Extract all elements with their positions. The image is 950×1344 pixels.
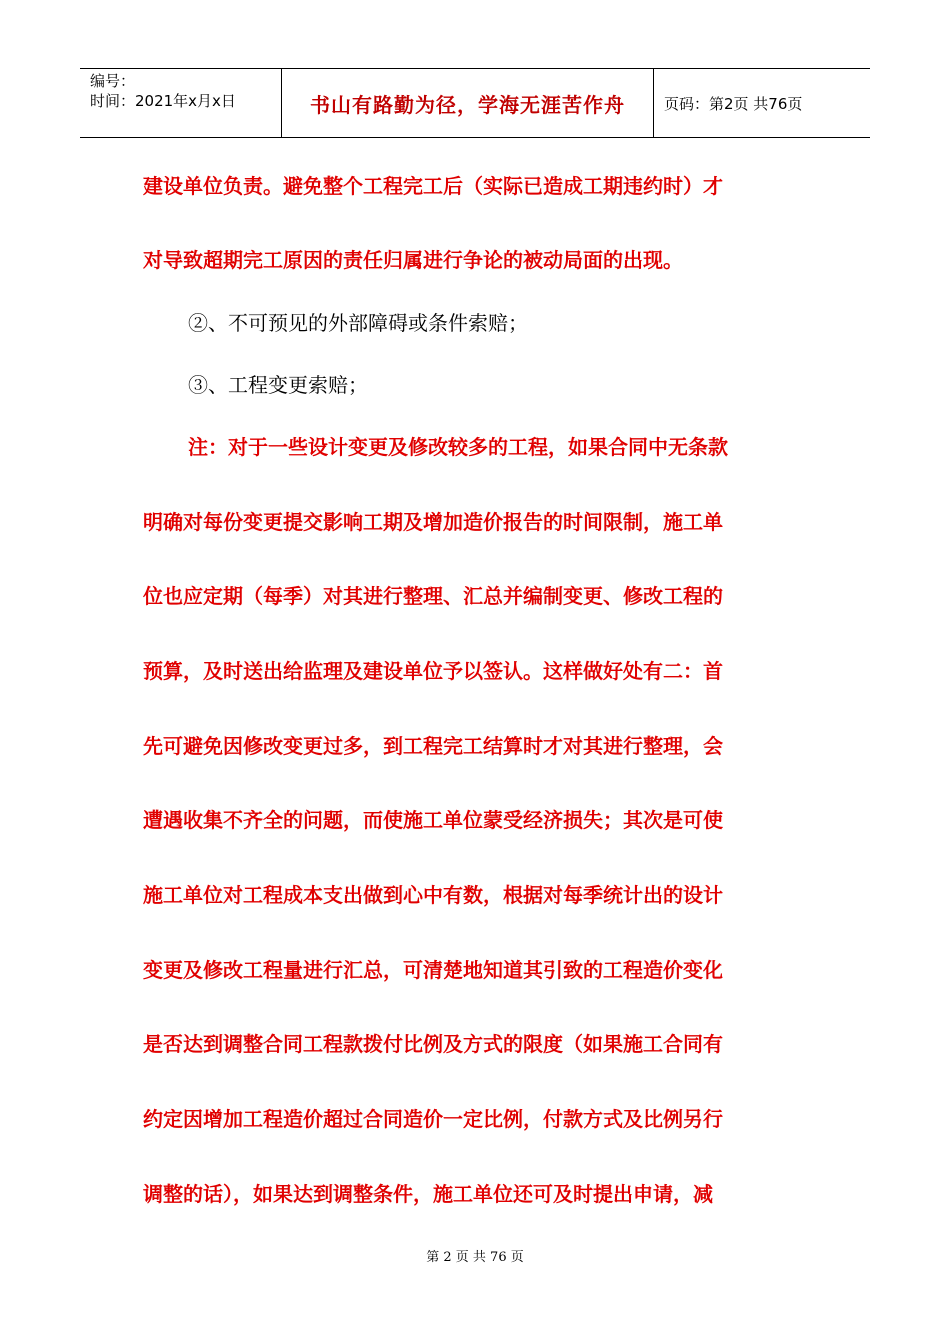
- note-line: 注：对于一些设计变更及修改较多的工程，如果合同中无条款: [188, 435, 728, 459]
- body-line: 约定因增加工程造价超过合同造价一定比例，付款方式及比例另行: [143, 1107, 723, 1131]
- header-motto-cell: [282, 69, 654, 137]
- body-line: 预算，及时送出给监理及建设单位予以签认。这样做好处有二：首: [143, 659, 723, 683]
- document-number: 编号：: [90, 72, 136, 90]
- body-line: 变更及修改工程量进行汇总，可清楚地知道其引致的工程造价变化: [143, 958, 723, 982]
- body-line: 调整的话），如果达到调整条件，施工单位还可及时提出申请，减: [143, 1182, 713, 1206]
- motto: 书山有路勤为径，学海无涯苦作舟: [310, 92, 625, 117]
- body-line: 明确对每份变更提交影响工期及增加造价报告的时间限制，施工单: [143, 510, 723, 534]
- body-line: 先可避免因修改变更过多，到工程完工结算时才对其进行整理，会: [143, 734, 723, 758]
- body-line: 是否达到调整合同工程款拨付比例及方式的限度（如果施工合同有: [143, 1032, 723, 1056]
- body-line: 位也应定期（每季）对其进行整理、汇总并编制变更、修改工程的: [143, 584, 723, 608]
- body-line: 遭遇收集不齐全的问题，而使施工单位蒙受经济损失；其次是可使: [143, 808, 723, 832]
- page-header: [80, 68, 870, 138]
- body-line: 对导致超期完工原因的责任归属进行争论的被动局面的出现。: [143, 248, 683, 272]
- body-line: 施工单位对工程成本支出做到心中有数，根据对每季统计出的设计: [143, 883, 723, 907]
- body-line: 建设单位负责。避免整个工程完工后（实际已造成工期违约时）才: [143, 174, 723, 198]
- list-item: ③、工程变更索赔；: [188, 373, 368, 397]
- header-meta: [80, 69, 282, 137]
- header-page-info: 页码：第2页 共76页: [664, 94, 803, 113]
- document-date: 时间：2021年x月x日: [90, 92, 236, 110]
- header-page-cell: [654, 69, 870, 137]
- page-footer: 第 2 页 共 76 页: [426, 1250, 524, 1265]
- list-item: ②、不可预见的外部障碍或条件索赔；: [188, 311, 528, 335]
